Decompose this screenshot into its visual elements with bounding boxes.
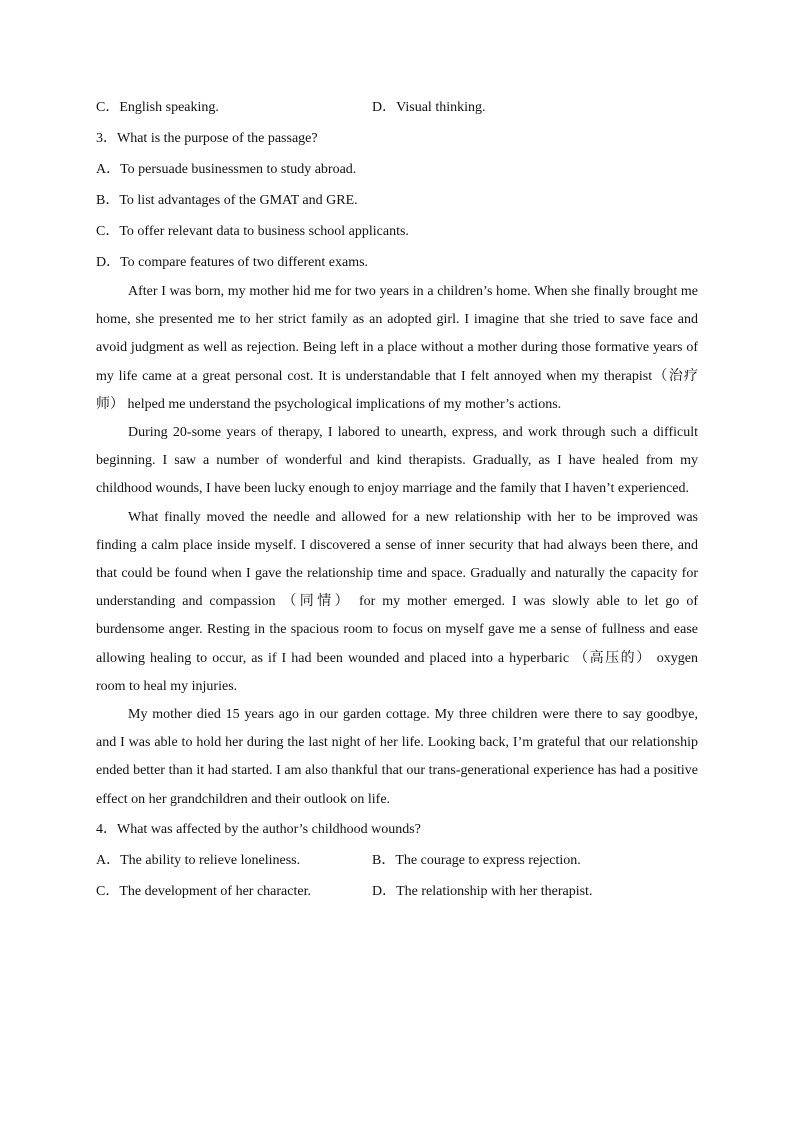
passage-paragraph-2: During 20-some years of therapy, I labored to unearth, express, and work through such a difficult beginning. I saw a number of wonderful and kind therapists. Gradually, as I have healed from my childhood wounds, I have been lucky enough to enjoy marriage and the family that I haven’t experienced. — [96, 425, 698, 497]
q3-option-a: A．To persuade businessmen to study abroad. — [96, 162, 357, 177]
passage-paragraph-4: My mother died 15 years ago in our garden cottage. My three children were there to say goodbye, and I was able to hold her during the last night of her life. Looking back, I’m grateful that our relationship ended better than it had started. I am also thankful that our trans-generational experience has had a positive effect on her grandchildren and their outlook on life. — [96, 707, 698, 807]
q2-option-c: C．English speaking. — [96, 100, 219, 115]
q3-option-b: B．To list advantages of the GMAT and GRE. — [96, 193, 358, 208]
q4-option-b: B．The courage to express rejection. — [372, 852, 581, 868]
q3-option-d: D．To compare features of two different exams. — [96, 255, 369, 270]
q4-option-d: D．The relationship with her therapist. — [372, 883, 593, 899]
q3-option-c: C．To offer relevant data to business school applicants. — [96, 224, 409, 239]
passage-paragraph-3: What finally moved the needle and allowed for a new relationship with her to be improved was finding a calm place inside myself. I discovered a sense of inner security that had always been there, and that could be found when I gave the relationship time and space. Gradually and naturally the capacity for understanding and compassion （同情） for my mother emerged. I was slowly able to let go of burdensome anger. Resting in the spacious room to focus on myself gave me a sense of fullness and ease allowing healing to occur, as if I had been wounded and placed into a hyperbaric （高压的） oxygen room to heal my injuries. — [96, 509, 698, 694]
q4-options-row-ab — [96, 845, 698, 876]
reading-passage — [96, 278, 698, 814]
q3-stem: 3．What is the purpose of the passage? — [96, 131, 318, 146]
passage-paragraph-1: After I was born, my mother hid me for two years in a children’s home. When she finally brought me home, she presented me to her strict family as an adopted girl. I imagine that she tried to save face and avoid judgment as well as rejection. Being left in a place without a mother during those formative years of my life came at a great personal cost. It is understandable that I felt annoyed when my therapist（治疗师） helped me understand the psychological implications of my mother’s actions. — [96, 284, 698, 412]
q4-options-row-cd — [96, 876, 698, 907]
q4-stem: 4．What was affected by the author’s childhood wounds? — [96, 821, 421, 837]
q2-option-d: D．Visual thinking. — [372, 100, 486, 115]
q2-options-row-cd — [96, 92, 698, 123]
q4-option-c: C．The development of her character. — [96, 883, 311, 899]
exam-page — [96, 92, 698, 907]
q4-option-a: A．The ability to relieve loneliness. — [96, 852, 301, 868]
